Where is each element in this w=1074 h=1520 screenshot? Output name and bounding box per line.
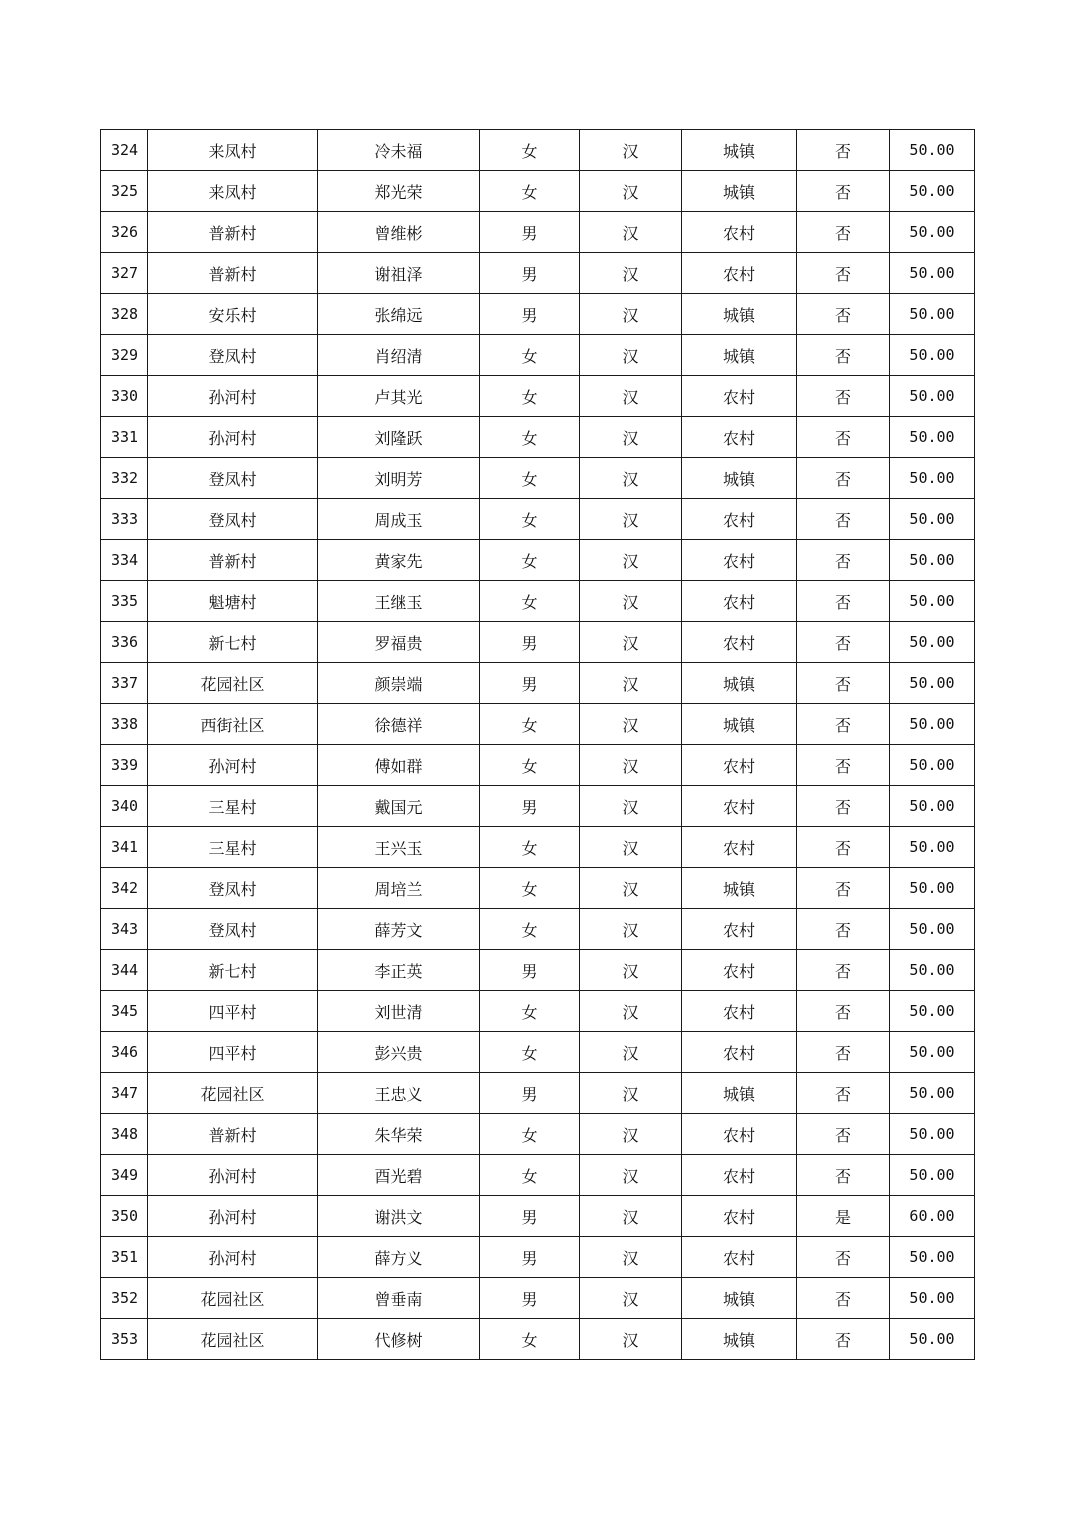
- cell-village: 登凤村: [148, 499, 318, 540]
- cell-residence: 城镇: [682, 130, 797, 171]
- cell-name: 王忠义: [318, 1073, 480, 1114]
- cell-amount: 50.00: [890, 1032, 975, 1073]
- cell-amount: 50.00: [890, 458, 975, 499]
- cell-name: 曾垂南: [318, 1278, 480, 1319]
- cell-gender: 女: [480, 704, 580, 745]
- cell-village: 西街社区: [148, 704, 318, 745]
- cell-gender: 男: [480, 1073, 580, 1114]
- cell-ethnicity: 汉: [580, 171, 682, 212]
- cell-residence: 城镇: [682, 868, 797, 909]
- table-row: [101, 827, 975, 868]
- cell-residence: 城镇: [682, 458, 797, 499]
- cell-ethnicity: 汉: [580, 950, 682, 991]
- cell-gender: 男: [480, 294, 580, 335]
- table-row: [101, 1155, 975, 1196]
- cell-amount: 50.00: [890, 1278, 975, 1319]
- table-row: [101, 950, 975, 991]
- cell-village: 孙河村: [148, 1196, 318, 1237]
- cell-number: 333: [101, 499, 148, 540]
- cell-ethnicity: 汉: [580, 1196, 682, 1237]
- cell-residence: 农村: [682, 950, 797, 991]
- cell-village: 孙河村: [148, 417, 318, 458]
- cell-residence: 农村: [682, 1155, 797, 1196]
- cell-flag: 否: [797, 1237, 890, 1278]
- table-row: [101, 1319, 975, 1360]
- cell-gender: 女: [480, 171, 580, 212]
- cell-amount: 60.00: [890, 1196, 975, 1237]
- cell-number: 326: [101, 212, 148, 253]
- cell-flag: 否: [797, 212, 890, 253]
- cell-number: 324: [101, 130, 148, 171]
- cell-name: 卢其光: [318, 376, 480, 417]
- cell-residence: 农村: [682, 827, 797, 868]
- cell-residence: 农村: [682, 212, 797, 253]
- cell-name: 代修树: [318, 1319, 480, 1360]
- cell-flag: 否: [797, 1278, 890, 1319]
- cell-number: 338: [101, 704, 148, 745]
- cell-flag: 否: [797, 171, 890, 212]
- cell-number: 350: [101, 1196, 148, 1237]
- cell-amount: 50.00: [890, 909, 975, 950]
- cell-flag: 否: [797, 1155, 890, 1196]
- cell-residence: 城镇: [682, 704, 797, 745]
- table-row: [101, 704, 975, 745]
- cell-name: 周培兰: [318, 868, 480, 909]
- cell-ethnicity: 汉: [580, 1114, 682, 1155]
- cell-flag: 是: [797, 1196, 890, 1237]
- cell-ethnicity: 汉: [580, 991, 682, 1032]
- cell-number: 347: [101, 1073, 148, 1114]
- cell-amount: 50.00: [890, 991, 975, 1032]
- cell-residence: 农村: [682, 581, 797, 622]
- cell-name: 谢祖泽: [318, 253, 480, 294]
- cell-ethnicity: 汉: [580, 540, 682, 581]
- cell-residence: 农村: [682, 376, 797, 417]
- cell-village: 安乐村: [148, 294, 318, 335]
- table-row: [101, 294, 975, 335]
- cell-number: 344: [101, 950, 148, 991]
- cell-residence: 农村: [682, 991, 797, 1032]
- cell-gender: 男: [480, 1237, 580, 1278]
- cell-gender: 女: [480, 1319, 580, 1360]
- cell-number: 334: [101, 540, 148, 581]
- cell-gender: 女: [480, 540, 580, 581]
- cell-gender: 女: [480, 991, 580, 1032]
- cell-number: 343: [101, 909, 148, 950]
- cell-gender: 女: [480, 130, 580, 171]
- cell-amount: 50.00: [890, 827, 975, 868]
- cell-name: 周成玉: [318, 499, 480, 540]
- cell-number: 339: [101, 745, 148, 786]
- cell-residence: 城镇: [682, 1073, 797, 1114]
- cell-flag: 否: [797, 1032, 890, 1073]
- cell-residence: 农村: [682, 1114, 797, 1155]
- cell-ethnicity: 汉: [580, 745, 682, 786]
- cell-gender: 女: [480, 745, 580, 786]
- cell-flag: 否: [797, 540, 890, 581]
- cell-flag: 否: [797, 581, 890, 622]
- cell-village: 孙河村: [148, 745, 318, 786]
- table-row: [101, 663, 975, 704]
- cell-ethnicity: 汉: [580, 499, 682, 540]
- cell-amount: 50.00: [890, 335, 975, 376]
- cell-village: 登凤村: [148, 868, 318, 909]
- cell-amount: 50.00: [890, 950, 975, 991]
- roster-table: [100, 129, 975, 1360]
- cell-village: 新七村: [148, 622, 318, 663]
- cell-name: 薛方义: [318, 1237, 480, 1278]
- cell-residence: 城镇: [682, 1278, 797, 1319]
- cell-amount: 50.00: [890, 868, 975, 909]
- cell-ethnicity: 汉: [580, 827, 682, 868]
- cell-number: 342: [101, 868, 148, 909]
- cell-number: 341: [101, 827, 148, 868]
- cell-amount: 50.00: [890, 1114, 975, 1155]
- table-row: [101, 376, 975, 417]
- cell-village: 花园社区: [148, 1319, 318, 1360]
- table-row: [101, 212, 975, 253]
- cell-amount: 50.00: [890, 130, 975, 171]
- cell-amount: 50.00: [890, 376, 975, 417]
- cell-name: 朱华荣: [318, 1114, 480, 1155]
- cell-ethnicity: 汉: [580, 458, 682, 499]
- cell-amount: 50.00: [890, 540, 975, 581]
- cell-amount: 50.00: [890, 1319, 975, 1360]
- document-page: [100, 129, 974, 1360]
- cell-village: 普新村: [148, 212, 318, 253]
- cell-village: 普新村: [148, 540, 318, 581]
- cell-flag: 否: [797, 745, 890, 786]
- cell-number: 346: [101, 1032, 148, 1073]
- cell-village: 来凤村: [148, 171, 318, 212]
- cell-residence: 农村: [682, 1237, 797, 1278]
- cell-ethnicity: 汉: [580, 663, 682, 704]
- cell-residence: 城镇: [682, 1319, 797, 1360]
- cell-flag: 否: [797, 827, 890, 868]
- cell-flag: 否: [797, 663, 890, 704]
- table-row: [101, 786, 975, 827]
- cell-name: 罗福贵: [318, 622, 480, 663]
- cell-village: 魁塘村: [148, 581, 318, 622]
- cell-gender: 女: [480, 827, 580, 868]
- cell-residence: 城镇: [682, 294, 797, 335]
- cell-gender: 男: [480, 1278, 580, 1319]
- table-row: [101, 1237, 975, 1278]
- cell-amount: 50.00: [890, 294, 975, 335]
- cell-name: 刘世清: [318, 991, 480, 1032]
- cell-ethnicity: 汉: [580, 417, 682, 458]
- cell-residence: 城镇: [682, 335, 797, 376]
- cell-number: 348: [101, 1114, 148, 1155]
- cell-number: 325: [101, 171, 148, 212]
- cell-amount: 50.00: [890, 786, 975, 827]
- cell-name: 刘明芳: [318, 458, 480, 499]
- cell-gender: 男: [480, 1196, 580, 1237]
- cell-name: 郑光荣: [318, 171, 480, 212]
- cell-name: 彭兴贵: [318, 1032, 480, 1073]
- cell-number: 337: [101, 663, 148, 704]
- cell-ethnicity: 汉: [580, 786, 682, 827]
- cell-village: 登凤村: [148, 335, 318, 376]
- cell-ethnicity: 汉: [580, 1319, 682, 1360]
- cell-village: 孙河村: [148, 1237, 318, 1278]
- cell-amount: 50.00: [890, 1073, 975, 1114]
- cell-village: 三星村: [148, 827, 318, 868]
- cell-village: 花园社区: [148, 663, 318, 704]
- cell-number: 330: [101, 376, 148, 417]
- cell-gender: 男: [480, 212, 580, 253]
- cell-name: 王兴玉: [318, 827, 480, 868]
- cell-flag: 否: [797, 1073, 890, 1114]
- cell-residence: 农村: [682, 499, 797, 540]
- cell-number: 332: [101, 458, 148, 499]
- cell-flag: 否: [797, 130, 890, 171]
- cell-ethnicity: 汉: [580, 253, 682, 294]
- cell-amount: 50.00: [890, 1237, 975, 1278]
- cell-name: 徐德祥: [318, 704, 480, 745]
- table-row: [101, 1114, 975, 1155]
- cell-gender: 女: [480, 376, 580, 417]
- cell-village: 四平村: [148, 991, 318, 1032]
- cell-flag: 否: [797, 253, 890, 294]
- cell-flag: 否: [797, 991, 890, 1032]
- cell-ethnicity: 汉: [580, 130, 682, 171]
- table-row: [101, 745, 975, 786]
- cell-village: 花园社区: [148, 1073, 318, 1114]
- cell-gender: 女: [480, 499, 580, 540]
- cell-gender: 女: [480, 335, 580, 376]
- cell-gender: 女: [480, 1155, 580, 1196]
- cell-flag: 否: [797, 376, 890, 417]
- cell-flag: 否: [797, 786, 890, 827]
- cell-flag: 否: [797, 458, 890, 499]
- cell-name: 戴国元: [318, 786, 480, 827]
- cell-residence: 农村: [682, 253, 797, 294]
- cell-name: 黄家先: [318, 540, 480, 581]
- cell-number: 353: [101, 1319, 148, 1360]
- table-row: [101, 909, 975, 950]
- cell-number: 345: [101, 991, 148, 1032]
- table-row: [101, 1073, 975, 1114]
- cell-name: 傅如群: [318, 745, 480, 786]
- cell-number: 329: [101, 335, 148, 376]
- cell-ethnicity: 汉: [580, 212, 682, 253]
- cell-name: 张绵远: [318, 294, 480, 335]
- cell-village: 花园社区: [148, 1278, 318, 1319]
- cell-village: 登凤村: [148, 458, 318, 499]
- cell-ethnicity: 汉: [580, 376, 682, 417]
- table-row: [101, 1196, 975, 1237]
- table-row: [101, 417, 975, 458]
- cell-amount: 50.00: [890, 417, 975, 458]
- cell-name: 曾维彬: [318, 212, 480, 253]
- cell-flag: 否: [797, 499, 890, 540]
- cell-village: 三星村: [148, 786, 318, 827]
- cell-name: 刘隆跃: [318, 417, 480, 458]
- table-row: [101, 130, 975, 171]
- cell-name: 酉光碧: [318, 1155, 480, 1196]
- table-row: [101, 991, 975, 1032]
- cell-gender: 女: [480, 1114, 580, 1155]
- cell-gender: 女: [480, 581, 580, 622]
- cell-ethnicity: 汉: [580, 294, 682, 335]
- cell-residence: 城镇: [682, 171, 797, 212]
- cell-number: 349: [101, 1155, 148, 1196]
- cell-ethnicity: 汉: [580, 1278, 682, 1319]
- cell-amount: 50.00: [890, 212, 975, 253]
- table-row: [101, 171, 975, 212]
- cell-amount: 50.00: [890, 663, 975, 704]
- table-row: [101, 335, 975, 376]
- cell-amount: 50.00: [890, 499, 975, 540]
- cell-name: 李正英: [318, 950, 480, 991]
- cell-village: 普新村: [148, 1114, 318, 1155]
- roster-body: [101, 130, 975, 1360]
- cell-gender: 男: [480, 786, 580, 827]
- table-row: [101, 622, 975, 663]
- cell-residence: 农村: [682, 622, 797, 663]
- cell-flag: 否: [797, 622, 890, 663]
- cell-gender: 男: [480, 663, 580, 704]
- cell-flag: 否: [797, 417, 890, 458]
- table-row: [101, 253, 975, 294]
- cell-village: 来凤村: [148, 130, 318, 171]
- cell-gender: 女: [480, 417, 580, 458]
- cell-village: 登凤村: [148, 909, 318, 950]
- cell-residence: 农村: [682, 745, 797, 786]
- cell-residence: 农村: [682, 417, 797, 458]
- table-row: [101, 581, 975, 622]
- cell-number: 351: [101, 1237, 148, 1278]
- cell-ethnicity: 汉: [580, 868, 682, 909]
- cell-residence: 农村: [682, 786, 797, 827]
- cell-amount: 50.00: [890, 704, 975, 745]
- cell-name: 颜崇端: [318, 663, 480, 704]
- cell-flag: 否: [797, 1114, 890, 1155]
- cell-ethnicity: 汉: [580, 1032, 682, 1073]
- table-row: [101, 868, 975, 909]
- cell-residence: 农村: [682, 1196, 797, 1237]
- cell-number: 335: [101, 581, 148, 622]
- table-row: [101, 1032, 975, 1073]
- cell-ethnicity: 汉: [580, 704, 682, 745]
- table-row: [101, 458, 975, 499]
- cell-village: 四平村: [148, 1032, 318, 1073]
- cell-flag: 否: [797, 704, 890, 745]
- cell-residence: 农村: [682, 540, 797, 581]
- cell-amount: 50.00: [890, 171, 975, 212]
- cell-residence: 农村: [682, 1032, 797, 1073]
- cell-gender: 女: [480, 458, 580, 499]
- cell-amount: 50.00: [890, 253, 975, 294]
- cell-village: 孙河村: [148, 1155, 318, 1196]
- cell-gender: 男: [480, 253, 580, 294]
- cell-name: 薛芳文: [318, 909, 480, 950]
- cell-gender: 男: [480, 950, 580, 991]
- cell-number: 336: [101, 622, 148, 663]
- cell-amount: 50.00: [890, 745, 975, 786]
- table-row: [101, 540, 975, 581]
- cell-village: 普新村: [148, 253, 318, 294]
- cell-village: 新七村: [148, 950, 318, 991]
- table-row: [101, 1278, 975, 1319]
- cell-number: 327: [101, 253, 148, 294]
- cell-ethnicity: 汉: [580, 335, 682, 376]
- cell-amount: 50.00: [890, 622, 975, 663]
- cell-ethnicity: 汉: [580, 622, 682, 663]
- cell-name: 肖绍清: [318, 335, 480, 376]
- cell-flag: 否: [797, 1319, 890, 1360]
- cell-name: 王继玉: [318, 581, 480, 622]
- cell-ethnicity: 汉: [580, 1155, 682, 1196]
- table-row: [101, 499, 975, 540]
- cell-residence: 农村: [682, 909, 797, 950]
- cell-gender: 女: [480, 909, 580, 950]
- cell-flag: 否: [797, 335, 890, 376]
- cell-amount: 50.00: [890, 581, 975, 622]
- cell-name: 谢洪文: [318, 1196, 480, 1237]
- cell-gender: 女: [480, 1032, 580, 1073]
- cell-ethnicity: 汉: [580, 909, 682, 950]
- cell-name: 冷未福: [318, 130, 480, 171]
- cell-amount: 50.00: [890, 1155, 975, 1196]
- cell-flag: 否: [797, 950, 890, 991]
- cell-flag: 否: [797, 909, 890, 950]
- cell-number: 352: [101, 1278, 148, 1319]
- cell-flag: 否: [797, 868, 890, 909]
- cell-number: 328: [101, 294, 148, 335]
- cell-number: 340: [101, 786, 148, 827]
- cell-village: 孙河村: [148, 376, 318, 417]
- cell-flag: 否: [797, 294, 890, 335]
- cell-ethnicity: 汉: [580, 1237, 682, 1278]
- cell-gender: 男: [480, 622, 580, 663]
- cell-ethnicity: 汉: [580, 581, 682, 622]
- cell-residence: 城镇: [682, 663, 797, 704]
- cell-number: 331: [101, 417, 148, 458]
- cell-ethnicity: 汉: [580, 1073, 682, 1114]
- cell-gender: 女: [480, 868, 580, 909]
